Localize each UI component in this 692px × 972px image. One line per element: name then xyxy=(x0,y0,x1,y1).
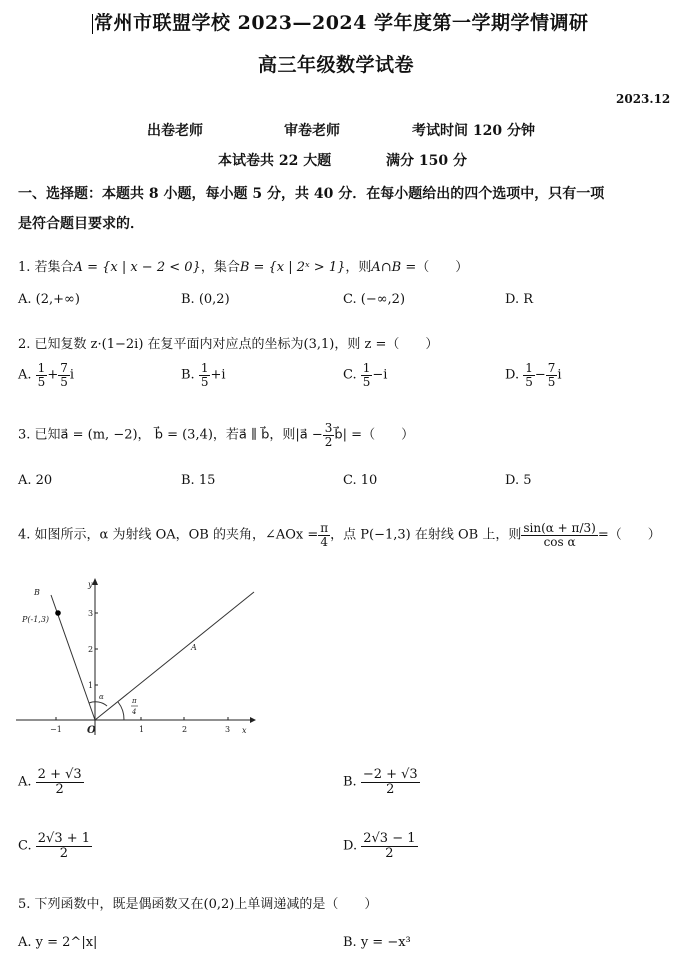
q2-a-label: A. xyxy=(18,367,32,383)
q4-a-frac xyxy=(36,768,84,796)
angle-pi4-arc xyxy=(118,702,124,720)
x-tick-label-1: 1 xyxy=(139,725,145,734)
x-axis-arrow xyxy=(250,717,256,723)
q4-d-den: 2 xyxy=(385,845,394,861)
question-5: 5. 下列函数中，既是偶函数又在(0,2)上单调递减的是（ ） xyxy=(18,897,378,912)
ray-oa xyxy=(95,592,254,720)
y-tick-label-2: 2 xyxy=(88,645,94,654)
q4-option-b xyxy=(343,768,420,796)
q2-d-frac2 xyxy=(546,362,558,388)
q2-a-tail: i xyxy=(69,367,75,383)
q4-frac-den: cos α xyxy=(543,534,576,549)
exam-title-text: 常州市联盟学校 2023—2024 学年度第一学期学情调研 xyxy=(94,12,589,34)
q4-c-den: 2 xyxy=(59,845,69,861)
author-label: 出卷老师 xyxy=(147,123,203,139)
q4-option-a xyxy=(18,768,84,796)
q4-d-num: 2√3 − 1 xyxy=(363,831,416,846)
label-b: B xyxy=(34,588,40,597)
exam-date: 2023.12 xyxy=(616,92,671,106)
q4-angle-frac xyxy=(318,522,330,548)
q2-b-num: 1 xyxy=(200,361,209,375)
label-alpha: α xyxy=(99,693,104,701)
text-cursor xyxy=(92,14,93,34)
label-o: O xyxy=(87,725,96,736)
question-4 xyxy=(18,522,661,548)
exam-duration: 考试时间 120 分钟 xyxy=(412,123,535,139)
q5-option-b: B. y = −x³ xyxy=(343,935,411,950)
q2-a-frac1 xyxy=(36,362,48,388)
x-tick-label-3: 3 xyxy=(225,725,231,734)
q4-tail: =（ ） xyxy=(597,527,661,543)
q2-a-frac2 xyxy=(58,362,70,388)
q4-angle-num: π xyxy=(320,521,329,535)
q2-d-op: − xyxy=(534,367,546,383)
q2-c-frac xyxy=(361,362,373,388)
q4-b-den: 2 xyxy=(386,781,395,797)
q3-text: 3. 已知a⃗ = (m, −2)， b⃗ = (3,4)，若a⃗ ∥ b⃗，则 xyxy=(18,427,296,443)
q2-b-den: 5 xyxy=(200,374,209,389)
q4-a-den: 2 xyxy=(55,781,64,797)
q2-option-c xyxy=(343,362,387,388)
label-x: x xyxy=(242,726,247,735)
q4-c-label: C. xyxy=(18,838,32,854)
q3-num: 3 xyxy=(324,421,333,435)
q2-d-tail: i xyxy=(557,367,562,383)
q2-option-a xyxy=(18,362,74,388)
q4-c-frac xyxy=(36,832,92,860)
q2-c-num: 1 xyxy=(362,361,371,375)
total-score: 满分 150 分 xyxy=(386,153,467,169)
q4-d-label: D. xyxy=(343,838,358,854)
q4-main-frac xyxy=(521,522,597,548)
q2-d-frac1 xyxy=(523,362,535,388)
q3-option-b: B. 15 xyxy=(181,473,216,488)
section-heading-line2: 是符合题目要求的． xyxy=(18,216,144,232)
q2-c-den: 5 xyxy=(362,374,371,389)
q4-b-frac xyxy=(361,768,420,796)
q2-a-num2: 7 xyxy=(60,361,68,375)
question-1 xyxy=(18,256,468,275)
q4-a-label: A. xyxy=(18,774,32,790)
point-p xyxy=(55,610,61,616)
angle-alpha-arc xyxy=(89,702,107,706)
q4-frac-num: sin(α + π/3) xyxy=(523,521,596,535)
q2-d-den2: 5 xyxy=(547,374,556,389)
q4-text: 4. 如图所示，α 为射线 OA，OB 的夹角，∠AOx = xyxy=(18,527,319,543)
q4-b-num: −2 + √3 xyxy=(362,767,418,782)
q4-d-frac xyxy=(361,832,417,860)
q4-a-num: 2 + √3 xyxy=(37,767,82,782)
q1-option-c: C. (−∞,2) xyxy=(343,292,406,307)
q1-option-d: D. R xyxy=(505,292,534,307)
q1-set-a: A = {x | x − 2 < 0} xyxy=(73,260,201,275)
q2-a-num1: 1 xyxy=(37,361,46,375)
q1-prefix: 1. 若集合 xyxy=(18,260,74,275)
q1-set-b: B = {x | 2ˣ > 1} xyxy=(239,260,346,275)
q2-a-den1: 5 xyxy=(37,374,46,389)
y-axis-arrow xyxy=(92,578,98,585)
label-a: A xyxy=(191,643,197,652)
q2-d-den1: 5 xyxy=(525,374,533,389)
q2-c-tail: −i xyxy=(372,367,388,383)
q2-d-num1: 1 xyxy=(525,361,533,375)
q2-d-num2: 7 xyxy=(547,361,556,375)
q4-c-num: 2√3 + 1 xyxy=(37,831,91,846)
q4-option-d xyxy=(343,832,418,860)
q2-option-d xyxy=(505,362,562,388)
q2-b-frac xyxy=(199,362,211,388)
q2-c-label: C. xyxy=(343,367,357,383)
q4-b-label: B. xyxy=(343,774,357,790)
q3-abs-left: |a⃗ − xyxy=(295,427,323,443)
q3-option-a: A. 20 xyxy=(18,473,53,488)
label-p: P(-1,3) xyxy=(22,615,50,624)
label-pi4-num: π xyxy=(132,697,137,705)
q2-b-label: B. xyxy=(181,367,195,383)
q4-text2: ，点 P(−1,3) 在射线 OB 上，则 xyxy=(330,527,522,543)
q1-then: ，则 xyxy=(345,260,372,275)
label-pi4-den: 4 xyxy=(132,708,137,716)
exam-title xyxy=(92,8,589,35)
q2-a-op: + xyxy=(47,367,59,383)
q2-a-den2: 5 xyxy=(60,374,68,389)
q1-option-b: B. (0,2) xyxy=(181,292,230,307)
q2-option-b xyxy=(181,362,226,388)
q5-option-a: A. y = 2^|x| xyxy=(18,935,98,950)
q3-den: 2 xyxy=(324,434,333,449)
y-tick-label-1: 1 xyxy=(88,681,94,690)
q2-b-tail: +i xyxy=(210,367,226,383)
q1-answer-paren: （ ） xyxy=(416,260,469,275)
question-2: 2. 已知复数 z·(1−2i) 在复平面内对应点的坐标为(3,1)，则 z =（ ） xyxy=(18,337,439,352)
label-y: y xyxy=(88,580,93,589)
q4-coordinate-figure xyxy=(14,575,264,745)
y-tick-label-3: 3 xyxy=(88,609,94,618)
q3-abs-right: b⃗| =（ ） xyxy=(334,427,415,443)
question-count: 本试卷共 22 大题 xyxy=(218,153,332,169)
x-tick-label-2: 2 xyxy=(182,725,188,734)
x-tick-label-neg1: −1 xyxy=(50,725,62,734)
q3-frac xyxy=(323,422,335,448)
q3-option-d: D. 5 xyxy=(505,473,532,488)
q3-option-c: C. 10 xyxy=(343,473,378,488)
section-heading-line1: 一、选择题：本题共 8 小题，每小题 5 分，共 40 分．在每小题给出的四个选项中，只有一项 xyxy=(18,186,605,202)
reviewer-label: 审卷老师 xyxy=(284,123,340,139)
q2-d-label: D. xyxy=(505,367,520,383)
q1-expr: A∩B = xyxy=(371,260,417,275)
exam-subtitle: 高三年级数学试卷 xyxy=(258,54,415,76)
q4-option-c xyxy=(18,832,92,860)
q4-angle-den: 4 xyxy=(320,534,329,549)
q1-option-a: A. (2,+∞) xyxy=(18,292,80,307)
q1-mid: ，集合 xyxy=(200,260,240,275)
question-3 xyxy=(18,422,414,448)
